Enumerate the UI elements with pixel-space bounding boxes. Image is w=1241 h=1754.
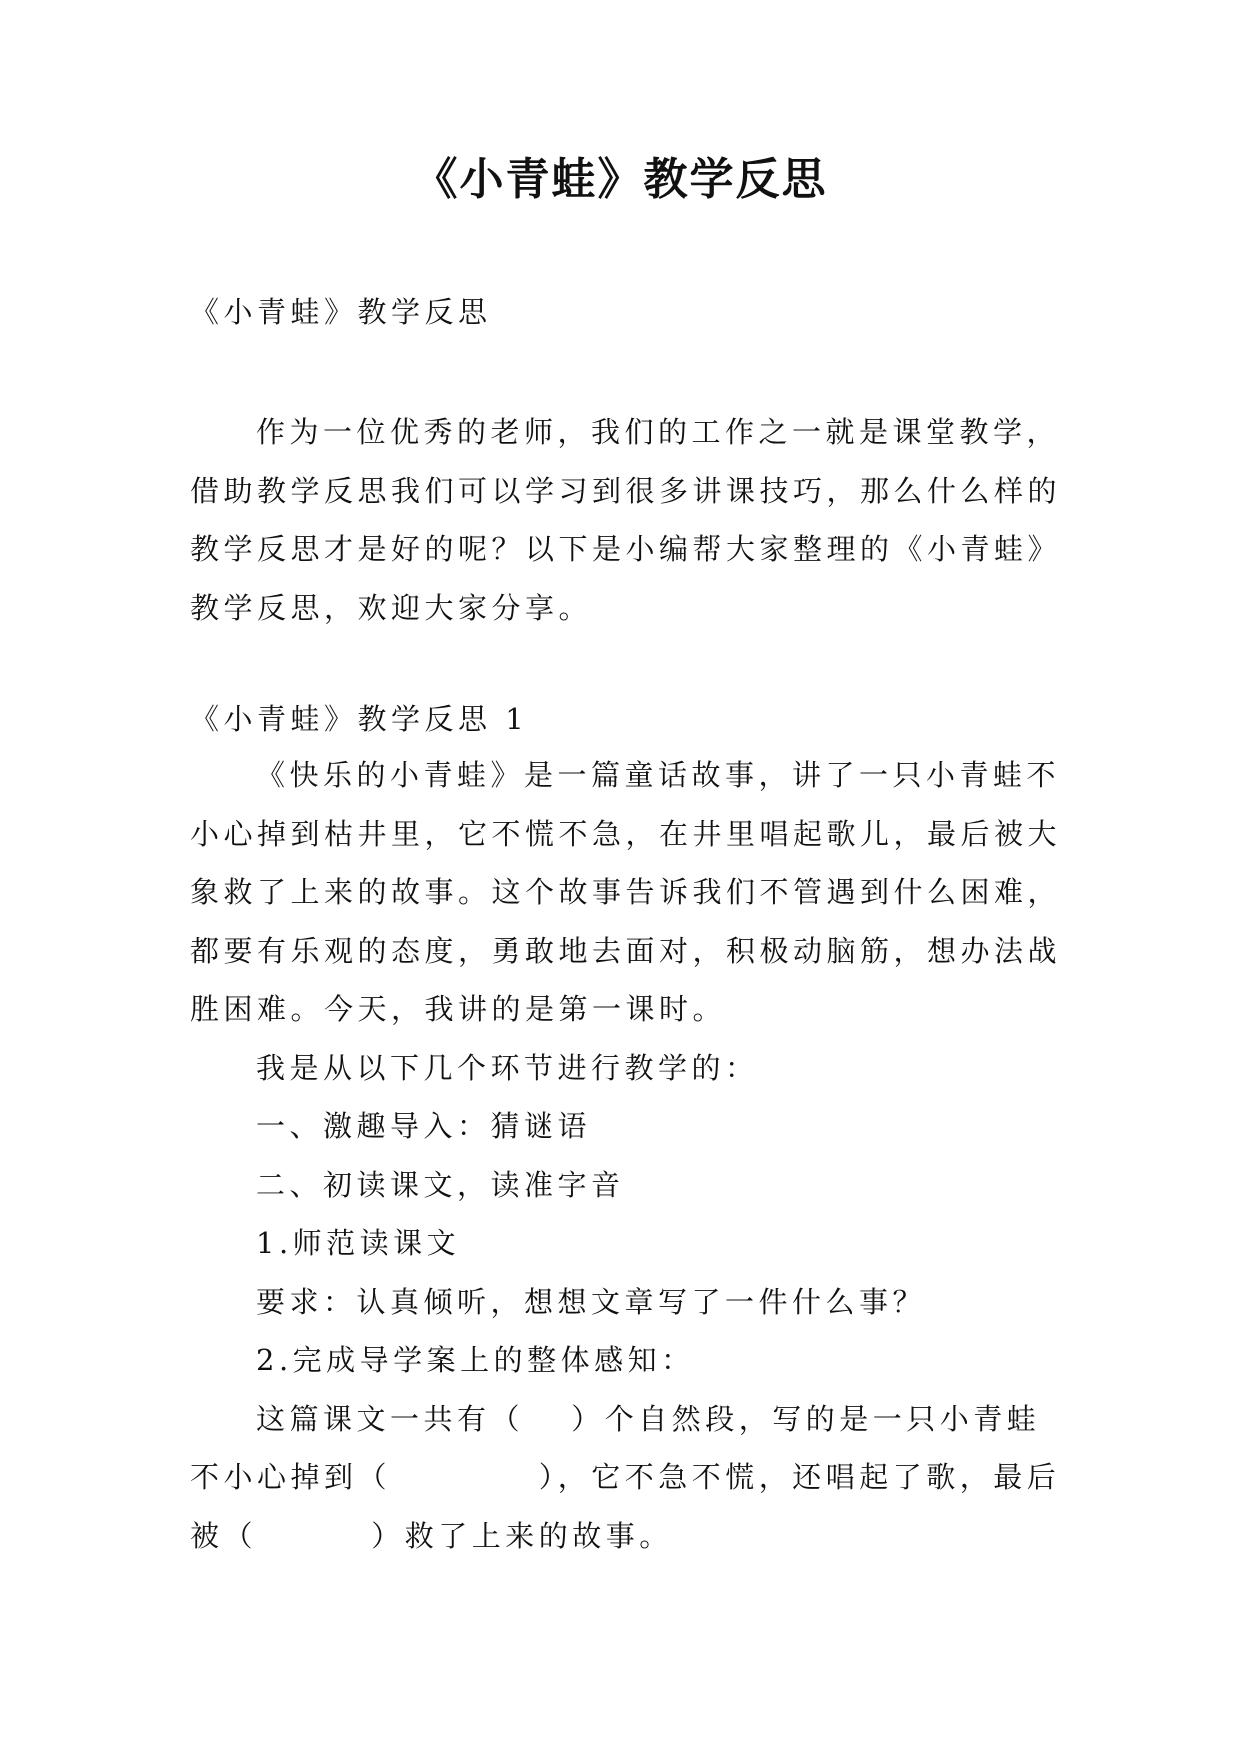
- section-paragraph: 1.师范读课文: [256, 1226, 461, 1260]
- section-paragraph: 一、激趣导入：猜谜语: [256, 1109, 592, 1143]
- section-heading: 《小青蛙》教学反思 1: [190, 702, 529, 736]
- intro-paragraph: 作为一位优秀的老师，我们的工作之一就是课堂教学，借助教学反思我们可以学习到很多讲课技巧，那么什么样的教学反思才是好的呢？以下是小编帮大家整理的《小青蛙》教学反思，欢迎大家分享。: [190, 415, 1062, 625]
- section-paragraph: 这篇课文一共有（ ）个自然段，写的是一只小青蛙不小心掉到（ ），它不急不慌，还唱起了歌，最后被（ ）救了上来的故事。: [190, 1401, 1061, 1553]
- section-paragraph: 二、初读课文，读准字音: [256, 1167, 625, 1202]
- document-subtitle: 《小青蛙》教学反思: [190, 295, 492, 329]
- section-paragraph: 《快乐的小青蛙》是一篇童话故事，讲了一只小青蛙不小心掉到枯井里，它不慌不急，在井里唱起歌儿，最后被大象救了上来的故事。这个故事告诉我们不管遇到什么困难，都要有乐观的态度，勇敢地去面对，积极动脑筋，想办法战胜困难。今天，我讲的是第一课时。: [190, 758, 1062, 1026]
- document-title: 《小青蛙》教学反思: [413, 154, 828, 205]
- section-paragraph: 要求：认真倾听，想想文章写了一件什么事？: [256, 1284, 927, 1319]
- section-paragraph: 2.完成导学案上的整体感知：: [256, 1343, 695, 1377]
- section-paragraph: 我是从以下几个环节进行教学的：: [256, 1050, 759, 1085]
- section-body: [190, 746, 1070, 1565]
